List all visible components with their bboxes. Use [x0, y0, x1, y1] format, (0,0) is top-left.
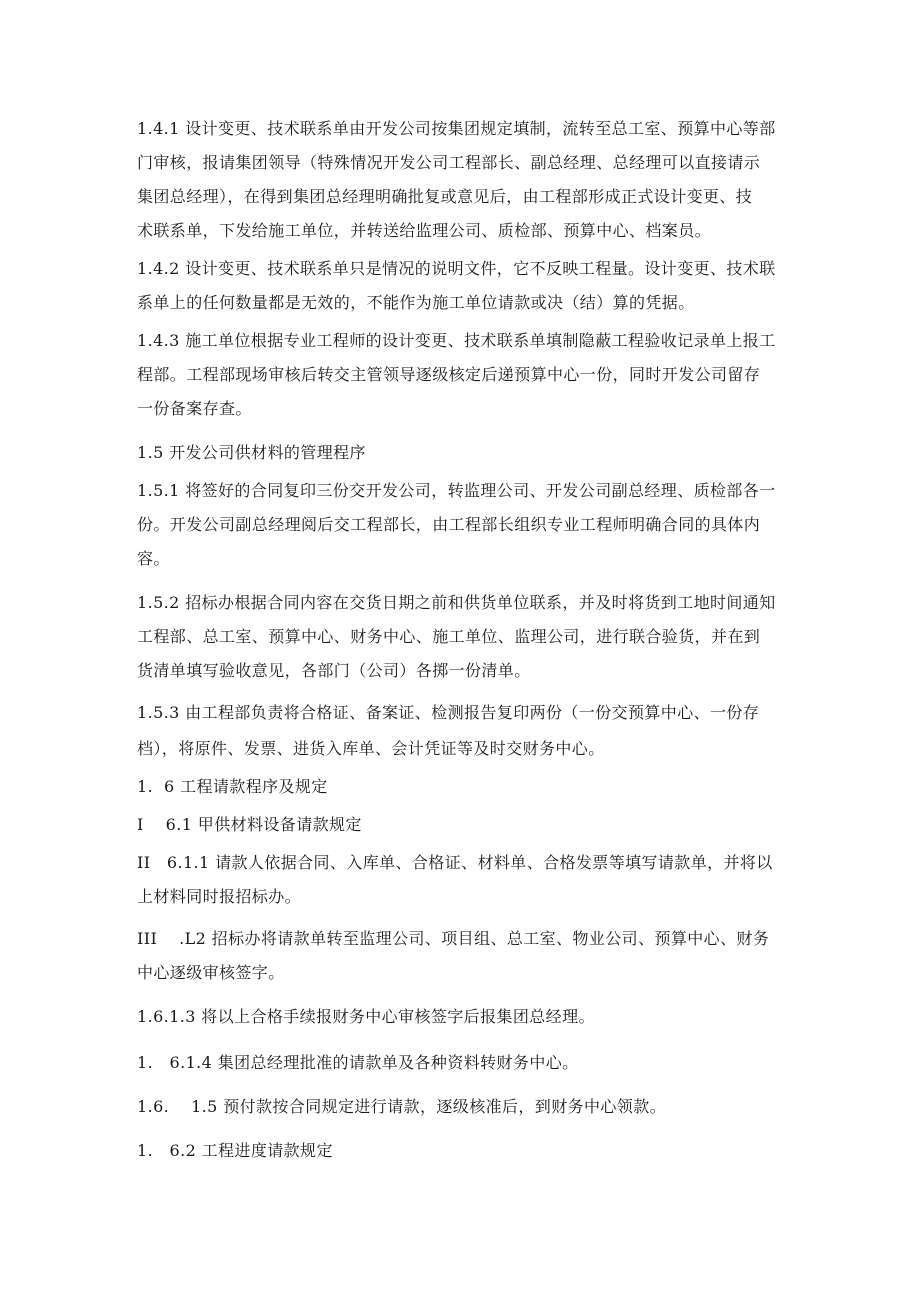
text-line: 1.5.3 由工程部负责将合格证、备案证、检测报告复印两份（一份交预算中心、一份存 [137, 703, 760, 722]
section-heading: 1. 6.2 工程进度请款规定 [137, 1141, 333, 1160]
text-line: 门审核，报请集团领导（特殊情况开发公司工程部长、副总经理、总经理可以直接请示 [137, 153, 761, 172]
text-line: 工程部、总工室、预算中心、财务中心、施工单位、监理公司，进行联合验货，并在到 [137, 627, 761, 646]
text-line: 份。开发公司副总经理阅后交工程部长，由工程部长组织专业工程师明确合同的具体内 [137, 515, 761, 534]
text-line: 1.4.3 施工单位根据专业工程师的设计变更、技术联系单填制隐蔽工程验收记录单上报工 [137, 331, 776, 350]
section-heading: I 6.1 甲供材料设备请款规定 [137, 815, 362, 834]
text-line: 1.5.2 招标办根据合同内容在交货日期之前和供货单位联系，并及时将货到工地时间通知 [137, 593, 776, 612]
text-line: 档），将原件、发票、进货入库单、会计凭证等及时交财务中心。 [137, 739, 605, 758]
text-line: 容。 [137, 549, 170, 568]
text-line: 货清单填写验收意见，各部门（公司）各掷一份清单。 [137, 661, 531, 680]
text-line: 上材料同时报招标办。 [137, 887, 302, 906]
text-line: 1.6. 1.5 预付款按合同规定进行请款，逐级核准后，到财务中心领款。 [137, 1097, 667, 1116]
text-line: II 6.1.1 请款人依据合同、入库单、合格证、材料单、合格发票等填写请款单，并将以 [137, 853, 773, 872]
section-heading: 1. 6 工程请款程序及规定 [137, 777, 328, 796]
text-line: 1.6.1.3 将以上合格手续报财务中心审核签字后报集团总经理。 [137, 1007, 595, 1026]
text-line: 中心逐级审核签字。 [137, 963, 285, 982]
text-line: 1.4.2 设计变更、技术联系单只是情况的说明文件，它不反映工程量。设计变更、技术联 [137, 259, 776, 278]
text-line: 1.4.1 设计变更、技术联系单由开发公司按集团规定填制，流转至总工室、预算中心等部 [137, 119, 776, 138]
text-line: 一份备案存查。 [137, 399, 252, 418]
section-heading: 1.5 开发公司供材料的管理程序 [137, 443, 366, 462]
text-line: 1.5.1 将签好的合同复印三份交开发公司，转监理公司、开发公司副总经理、质检部各一 [137, 481, 776, 500]
text-line: III .L2 招标办将请款单转至监理公司、项目组、总工室、物业公司、预算中心、财务 [137, 929, 770, 948]
text-line: 集团总经理），在得到集团总经理明确批复或意见后，由工程部形成正式设计变更、技 [137, 187, 753, 206]
text-line: 程部。工程部现场审核后转交主管领导逐级核定后递预算中心一份，同时开发公司留存 [137, 365, 761, 384]
text-line: 系单上的任何数量都是无效的，不能作为施工单位请款或决（结）算的凭据。 [137, 293, 695, 312]
text-line: 1. 6.1.4 集团总经理批准的请款单及各种资料转财务中心。 [137, 1053, 579, 1072]
text-line: 术联系单，下发给施工单位，并转送给监理公司、质检部、预算中心、档案员。 [137, 221, 712, 240]
